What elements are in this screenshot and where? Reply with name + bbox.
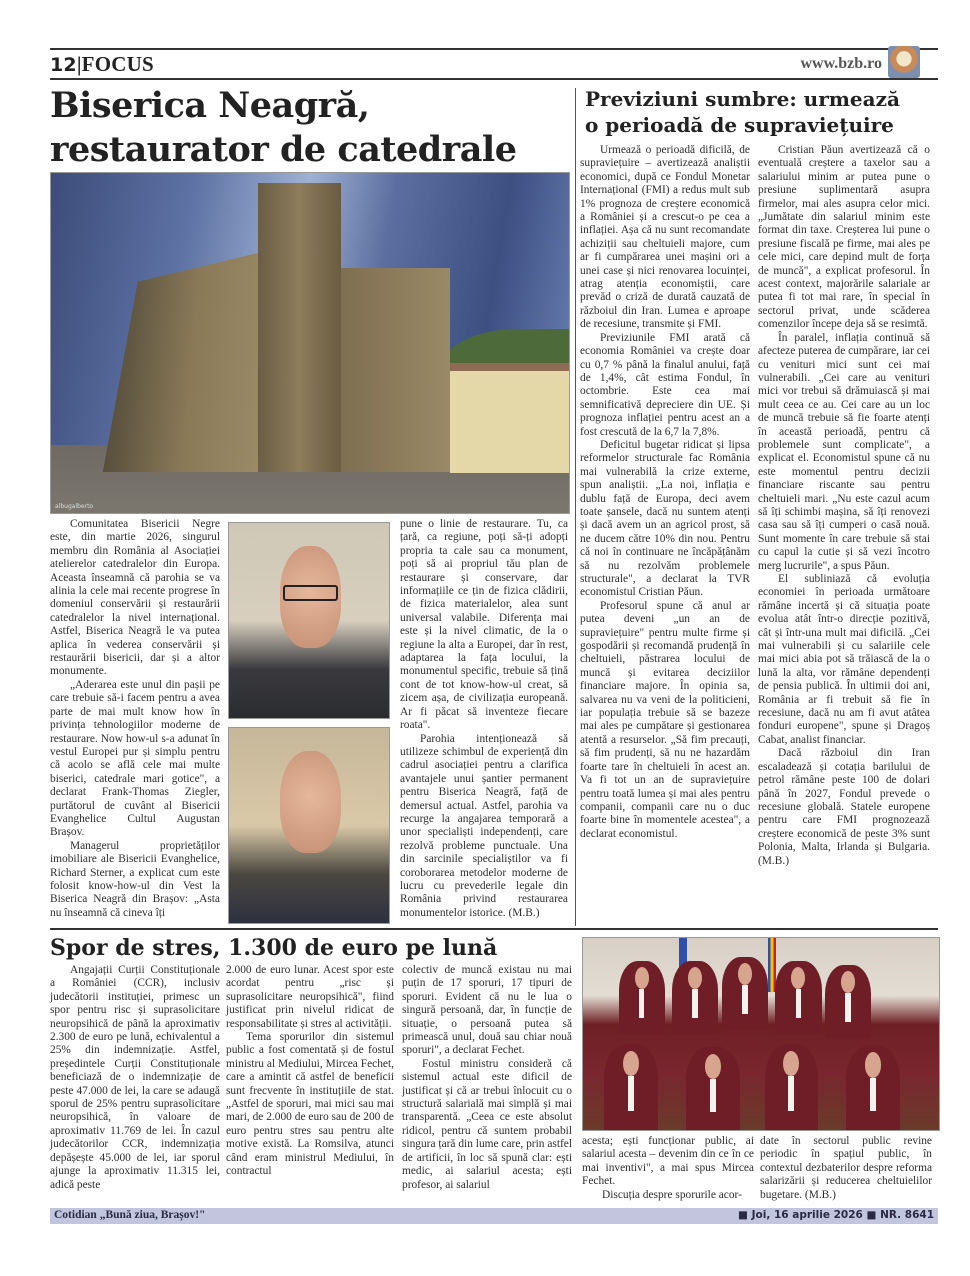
article3-column3: [402, 964, 572, 1192]
section-header: [50, 52, 154, 77]
constitutional-court-judges-photo: [582, 937, 940, 1131]
paragraph: Dacă războiul din Iran escaladează și cotația barilului de petrol rămâne peste 100 de dolari până în 2027, Fondul prevede o recesiune globală. Statele europene pentru care FMI prognozează creștere economică de peste 3% sunt Polonia, Malta, Irlanda și Bulgaria. (M.B.): [758, 747, 930, 867]
article-divider-vertical: [575, 88, 576, 926]
crest-icon: [888, 46, 920, 78]
article1-column1: [50, 518, 220, 920]
footer-date-issue: ■ Joi, 16 aprilie 2026 ■ NR. 8641: [738, 1209, 934, 1221]
page-number: 12: [50, 54, 77, 76]
paragraph: Parohia intenționează să utilizeze schimbul de experiență din cadrul asociației pentru a clarifica avantajele unui șantier permanent pentru Biserica Neagră, față de demersul actual. Astfel, parohia va recurge la angajarea temporară a unor specialiști independenți, care rezolvă probleme punctuale. Una din sarcinile specialiștilor va fi coroborarea metodelor moderne de lucru cu prevederile legale din România privind restaurarea monumentelor istorice. (M.B.): [400, 732, 568, 919]
article3-column2: [226, 964, 394, 1179]
website-link[interactable]: www.bzb.ro: [800, 55, 882, 72]
section-name: FOCUS: [81, 52, 154, 76]
judge-standing: [722, 957, 768, 1030]
article3-title: Spor de stres, 1.300 de euro pe lună: [50, 935, 498, 961]
article2-title-line2: o perioadă de supraviețuire: [585, 113, 894, 137]
judge-standing: [672, 961, 718, 1034]
photo-church-tower: [258, 183, 341, 472]
richard-sterner-photo: [228, 727, 390, 924]
article1-column2: [400, 518, 568, 920]
article1-title: [50, 84, 570, 172]
judge-seated: [686, 1047, 739, 1130]
footer-newspaper-name: Cotidian „Bună ziua, Brașov!": [54, 1209, 206, 1221]
paragraph: Tema sporurilor din sistemul public a fost comentată și de fostul ministru al Mediului, Mircea Fechet, care a amintit că astfel de beneficii sunt frecvente în instituțiile de stat. „Astfel de sporuri, mai mici sau mai mari, de 2.000 de euro sau de 200 de euro pentru stres sau pentru alte motive există. La Romsilva, atunci când eram ministrul Mediului, în contractul: [226, 1031, 394, 1178]
paragraph: În paralel, inflația continuă să afecteze puterea de cumpărare, iar cei cu venituri mici sunt cei mai vulnerabili. „Cei care au venituri mici vor trebui să drămuiască și mai mult ceea ce au. Cei care au un loc de muncă trebuie să fie foarte atenți în această perioadă, pentru că problemele sunt complicate", a explicat el. Economistul spune că nu este momentul pentru decizii financiare riscante sau pentru cheltuieli mari. „Nu este cazul acum să îți schimbi mașina, să îți renovezi casa sau să îți cumperi o casă nouă. Sunt momente în care trebuie să stai cu capul la cutie și să vezi încotro merg lucrurile", a spus Păun.: [758, 331, 930, 572]
paragraph: Cristian Păun avertizează că o eventuală creștere a taxelor sau a salariului minim ar putea pune o presiune suplimentară asupra firmelor, mai ales asupra celor mici. „Jumătate din salariul minim este format din taxe. Creșterea lui pune o presiune fiscală pe firme, mai ales pe cele mici, care depind mult de forța de muncă", a explicat profesorul. În acest context, majorările salariale ar putea fi tot mai rare, în special în sectorul privat, unde scăderea comenzilor începe deja să se resimtă.: [758, 144, 930, 331]
judge-standing: [619, 961, 665, 1034]
judge-seated: [846, 1046, 899, 1130]
paragraph: Profesorul spune că anul ar putea deveni „un an de supraviețuire" pentru multe firme și gospodării și recomandă prudență în cheltuieli, păstrarea locului de muncă și evitarea deciziilor financiare majore. În opinia sa, salvarea nu va veni de la politicieni, iar populația trebuie să se bazeze mai ales pe cumpătare și gestionarea atentă a resurselor. „Să fim precauți, să fim prudenți, să nu ne hazardăm foarte tare în cheltuieli în acest an. Va fi tot un an de supraviețuire pentru toată lumea și mai ales pentru companii, companii care nu o duc foarte bine în momentele acestea", a declarat economistul.: [580, 599, 750, 840]
judge-seated: [604, 1044, 657, 1130]
article2-column1: [580, 144, 750, 841]
article2-title-line1: Previziuni sumbre: urmează: [585, 87, 900, 111]
paragraph: 2.000 de euro lunar. Acest spor este acordat pentru „risc și suprasolicitare neuropsihică", fiind justificat prin nivelul ridicat de responsabilitate și stres al activității.: [226, 964, 394, 1030]
article3-column4: [582, 1135, 754, 1202]
judge-seated: [765, 1044, 818, 1130]
glasses: [283, 585, 337, 601]
article2-title: [585, 86, 945, 138]
judge-standing: [825, 965, 871, 1038]
photo-credit: albugalberto: [55, 503, 94, 510]
article1-title-line2: restaurator de catedrale: [50, 129, 517, 170]
paragraph: Discuția despre sporurile acor-: [602, 1188, 742, 1201]
paragraph: Angajații Curții Constituționale a României (CCR), inclusiv judecătorii instituției, primesc un spor pentru risc și suprasolicitare neuropsihică de până la aproximativ 2.300 de euro pe lună, echivalentul a 25% din indemnizație. Astfel, președintele Curții Constituționale beneficiază de o indemnizație de peste 47.000 de lei, la care se adaugă sporul de 25% pentru suprasolicitare neuropsihică, în valoare de aproximativ 11.769 de lei. În cazul judecătorilor CCR, indemnizația depășește 45.000 de lei, iar sporul ajunge la aproximativ 11.315 lei, adică peste: [50, 964, 220, 1191]
header-bottom-rule: [50, 78, 938, 80]
article2-column2: [758, 144, 930, 868]
paragraph: Previziunile FMI arată că economia României va crește doar cu 0,7 % până la finalul anului, față de 1,4%, cât estima Fondul, în octombrie. Este cea mai semnificativă depreciere din UE. Și prognoza inflației pentru acest an a fost crescută de la 6,7 la 7,8%.: [580, 331, 750, 438]
section-divider-horizontal: [50, 928, 938, 930]
paragraph: colectiv de muncă existau nu mai puțin de 17 sporuri, 17 tipuri de sporuri. Evident că nu le lua o singură persoană, dar, în funcție de situație, o persoană putea să primească unul, două sau chiar nouă sporuri", a declarat Fechet.: [402, 964, 572, 1057]
paragraph: Managerul proprietăților imobiliare ale Bisericii Evanghelice, Richard Sterner, a explicat cum este folosit know-how-ul din Vest la Biserica Neagră din Brașov: „Asta nu înseamnă că cineva îți: [50, 839, 220, 919]
header-separator: |: [76, 52, 82, 76]
paragraph: pune o linie de restaurare. Tu, ca țară, ca regiune, poți să-ți adopți propria ta cale sau ca monument, poți să ai propriul tău plan de restaurare și conservare, dar informațiile ce țin de fizica clădirii, de fizica materialelor, alea sunt universal valabile. Diferența mai este și la nivel climatic, de la o regiune la alta a Europei, dar în rest, adaptarea la fața locului, la monumentul specific, trebuie să țină cont de tot know-how-ul creat, să zicem așa, de civilizația europeană. Ar fi păcat să inventeze fiecare roata".: [400, 518, 568, 732]
photo-church-side: [336, 268, 450, 472]
photo-building: [450, 363, 569, 473]
frank-thomas-ziegler-photo: [228, 522, 390, 719]
paragraph: Fostul ministru consideră că sistemul actual este dificil de justificat și că ar trebui înlocuit cu o structură salarială mai simplă și mai transparentă. „Ceea ce este absolut ridicol, pentru că suntem probabil singura țară din lume care, prin astfel de artificii, în loc să spună clar: ești medic, ai salariul acesta; ești profesor, ai salariul: [402, 1057, 572, 1191]
top-rule: [50, 48, 938, 50]
paragraph: El subliniază că evoluția economiei în perioada următoare rămâne incertă și că situația poate evolua atât într-o direcție pozitivă, cât și într-una mult mai dificilă. „Cei mai vulnerabili și cu salariile cele mai mici abia pot să trăiască de la o lună la alta, vor rămâne dependenți de pensia publică. În ultimii doi ani, România ar fi trebuit să fie în recesiune, dacă nu am fi avut atâtea fonduri europene", spune și Dragoș Cabat, analist financiar.: [758, 573, 930, 746]
article1-title-line1: Biserica Neagră,: [50, 85, 370, 126]
article3-column5: [760, 1135, 932, 1202]
paragraph: Urmează o perioadă dificilă, de supraviețuire – avertizează analiștii economici, după ce Fondul Monetar Internațional (FMI) a redus mult sub 1% prognoza de creștere economică a României și a crescut-o pe cea a inflației. Așa că nu sunt recomandate achiziții sau cheltuieli majore, cum ar fi cumpărarea unei mașini ori a unei case și nici renovarea locuinței, atrag atenția economiștii, care prevăd o criză de durată cauzată de războiul din Iran. Lumea e aproape de recesiune, transmite și FMI.: [580, 144, 750, 331]
black-church-photo: [50, 172, 570, 514]
article3-column1: [50, 964, 220, 1192]
judge-standing: [775, 961, 821, 1034]
portrait-face: [280, 751, 341, 852]
paragraph: Comunitatea Bisericii Negre este, din martie 2026, singurul membru din România al Asociației atelierelor catedralelor din Europa. Aceasta înseamnă că parohia se va alinia la cele mai recente progrese în domeniul conservării și restaurării catedralelor la nivel internațional. Astfel, Biserica Neagră le va putea aplica în vederea conservării și restaurării bisericii, dar și a altor monumente.: [50, 518, 220, 678]
paragraph: acesta; ești funcționar public, ai salariul acesta – devenim din ce în ce mai inventivi", a mai spus Mircea Fechet.: [582, 1135, 754, 1188]
paragraph: Deficitul bugetar ridicat și lipsa reformelor structurale fac România mai vulnerabilă la crize externe, spun analiștii. „La noi, inflația e dublu față de Europa, deci avem toate șansele, dacă nu suntem atenți și dacă avem un an agricol prost, să ne ducem către 10% din nou. Pentru că noi în continuare ne încăpățânăm să nu rezolvăm problemele structurale", a declarat la TVR economistul Cristian Păun.: [580, 438, 750, 599]
paragraph: date în sectorul public revine periodic în spațiul public, în contextul dezbaterilor despre reforma salarizării și reducerea cheltuielilor bugetare. (M.B.): [760, 1135, 932, 1201]
paragraph: „Aderarea este unul din pașii pe care trebuie să-i facem pentru a avea parte de mai mult know how în privința tehnologiilor moderne de restaurare. Now how-ul s-a adunat în vestul Europei pur și simplu pentru că acolo se află cele mai multe biserici, catedrale mari gotice", a declarat Frank-Thomas Ziegler, purtătorul de cuvânt al Bisericii Evanghelice Cultul Augustan Brașov.: [50, 678, 220, 839]
